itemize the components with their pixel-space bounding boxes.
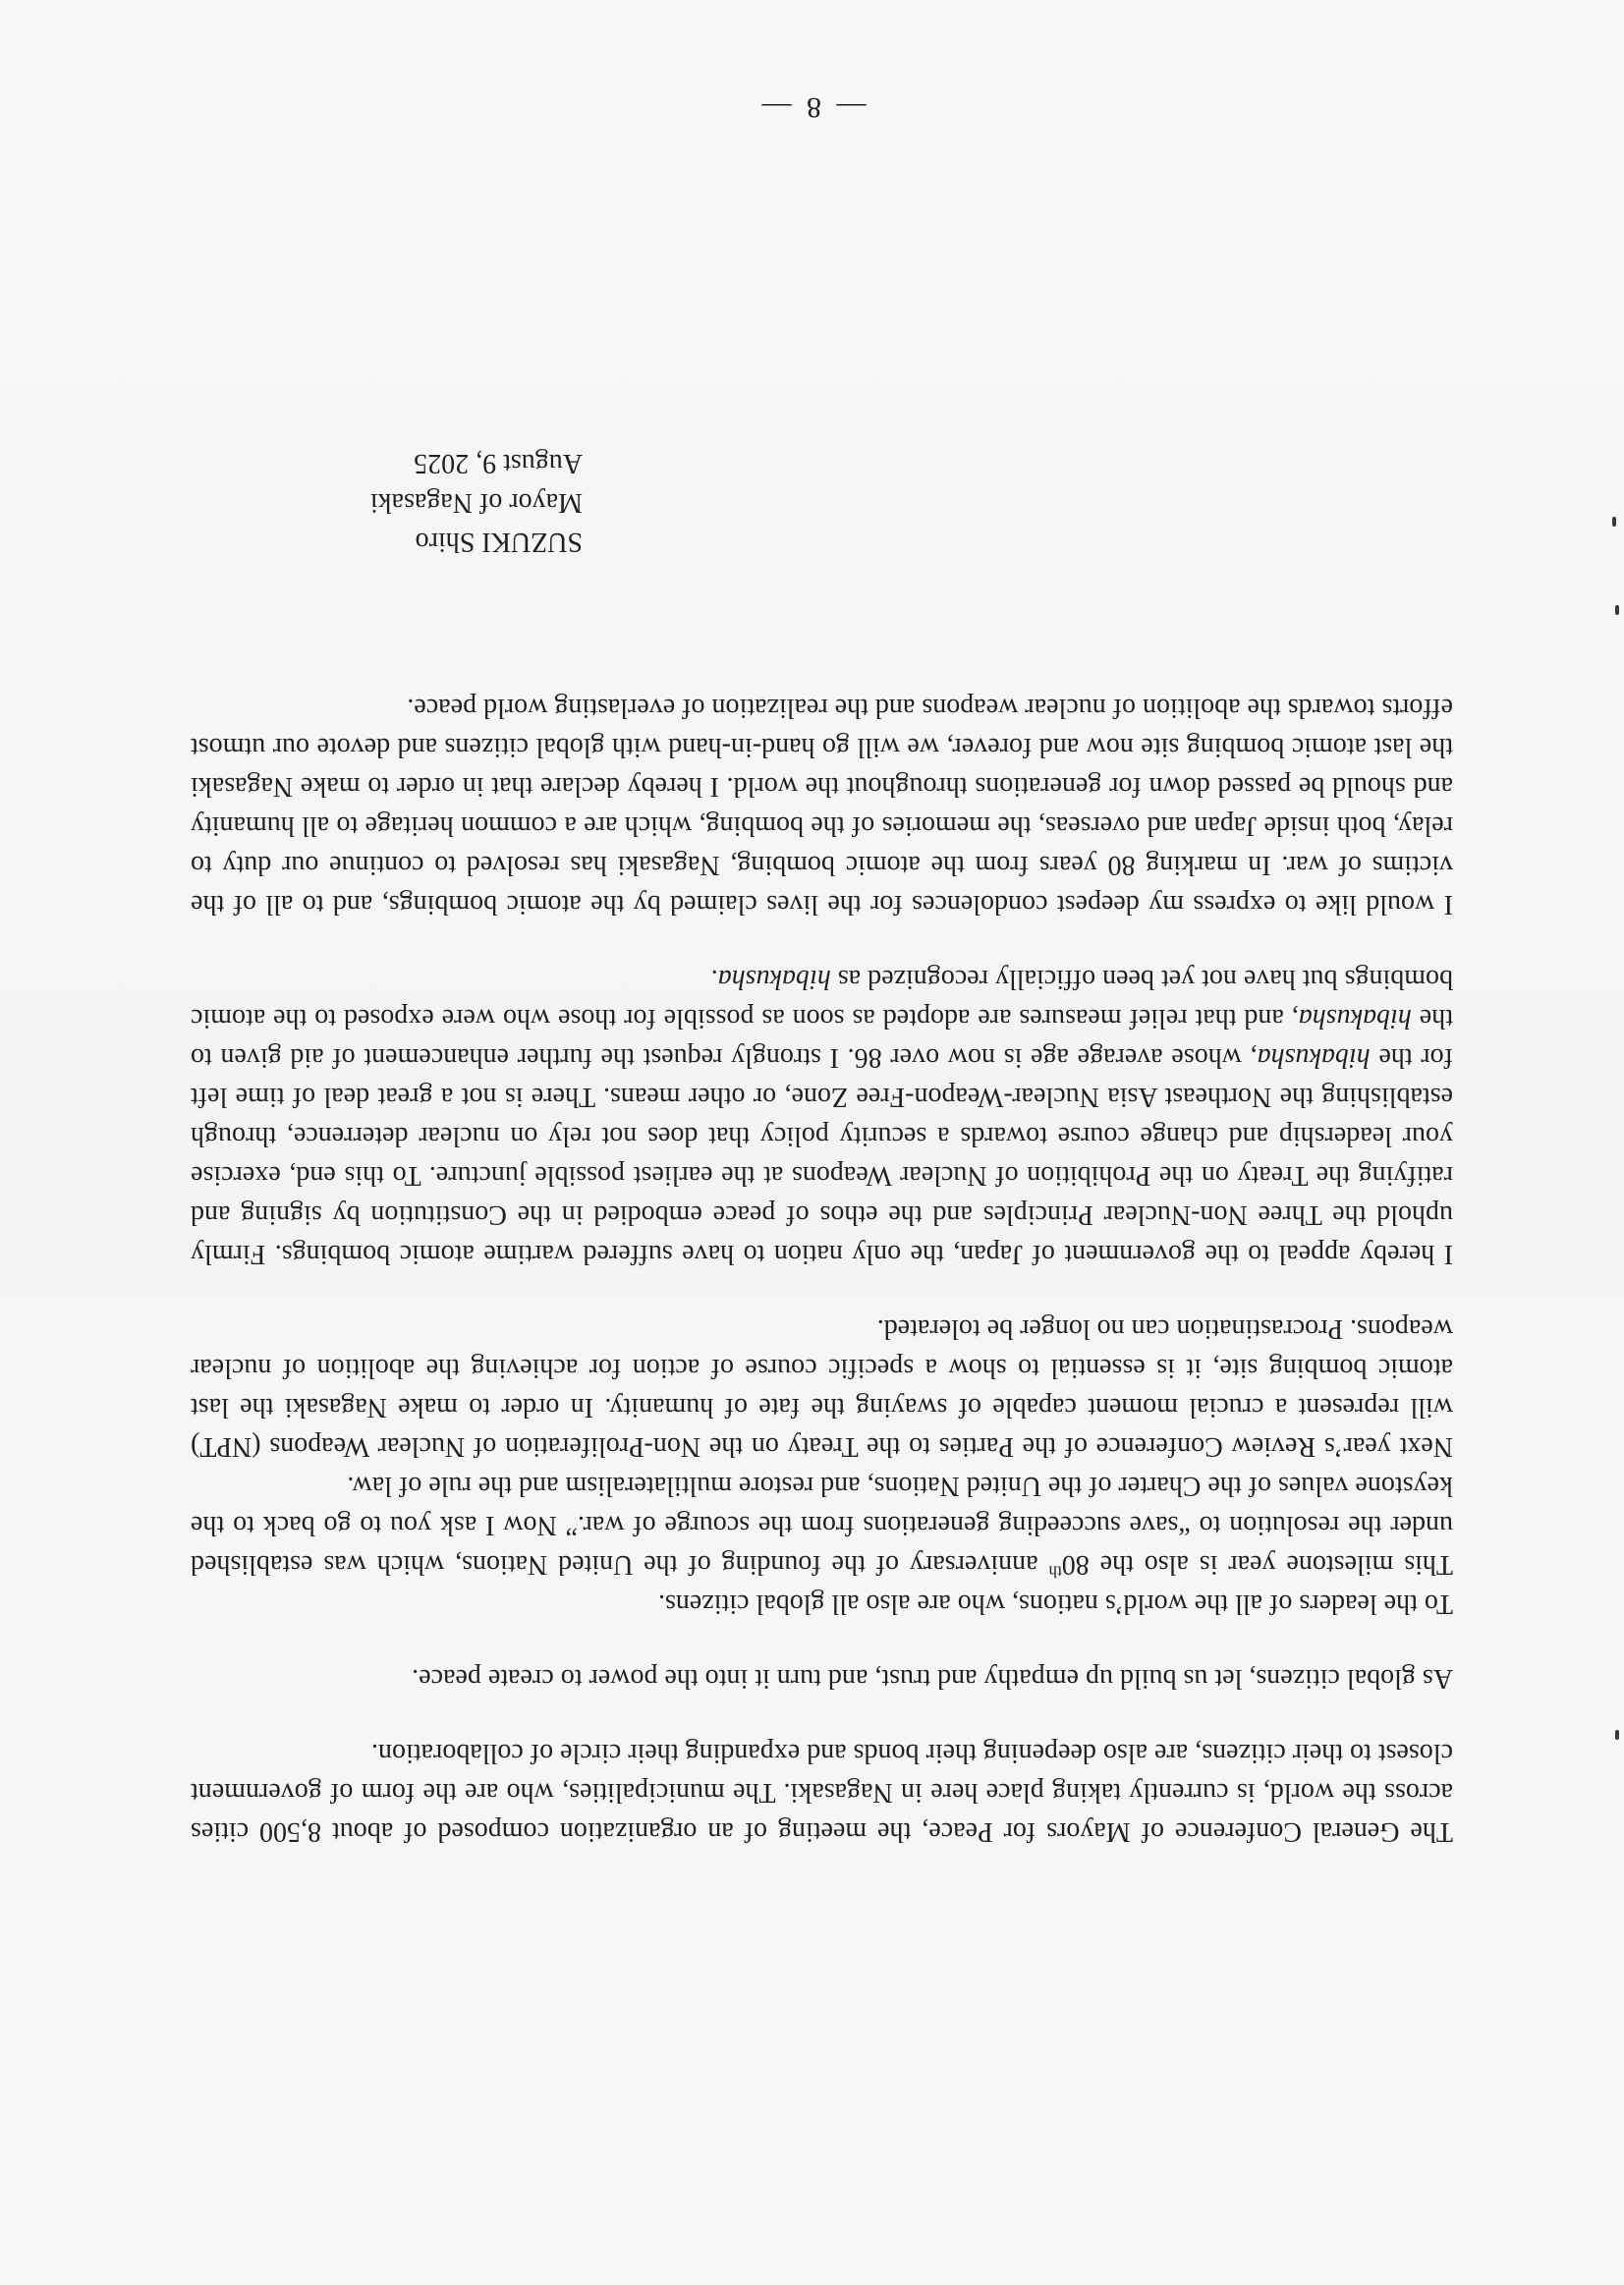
italic-term: hibakusha [1257,1042,1371,1073]
text-run: The General Conference of Mayors for Peace, the meeting of an organization composed of about 8,500 cities across the world, is currently taking place here in Nagasaki. The municipalities, who are the form of government closest to their citizens, are also deepening their bonds and expanding their circle of collaboration. [191,1738,1453,1847]
text-run: I hereby appeal to the government of Japan, the only nation to have suffered wartime atomic bombings. Firmly uphold the Three Non-Nuclear Principles and the ethos of peace embodied in the Constitution by signing and ratifying the Treaty on the Prohibition of Nuclear Weapons at the earliest possible juncture. To this end, exercise your leadership and change course towards a security policy that does not rely on nuclear deterrence, through establishing the Northeast Asia Nuclear-Weapon-Free Zone, or other means. There is not a great deal of time left for the [191,1042,1453,1269]
text-run: I would like to express my deepest condolences for the lives claimed by the atomic bombings, and to all of the victims of war. [191,850,1453,920]
text-run: . [710,964,718,994]
signature-block [370,443,583,561]
italic-term: hibakusha [717,964,831,994]
signatory-title: Mayor of Nagasaki [369,487,583,518]
text-run: , whose average age is now over 86. I strongly request the further enhancement of aid given to the [191,1003,1453,1073]
text-run: anniversary of the founding of the United Nations, which was established under the resolution to “save succeeding generations from the scourge of war.” Now I ask you to go back to the keystone values of the Charter of the United Nations, and restore multilateralism and the rule of law. [191,1471,1453,1580]
declaration-date: August 9, 2025 [414,448,583,478]
page-number: — 8 — [757,91,867,124]
paragraph-world-leaders-address [191,1584,1453,1623]
paragraph-global-citizens [191,1658,1453,1698]
paragraph-united-nations [191,1466,1453,1584]
binding-mark [1615,1730,1619,1740]
text-run: To the leaders of all the world’s nations, who are also all global citizens. [657,1588,1453,1619]
paragraph-npt-review [191,1309,1453,1466]
binding-mark [1612,517,1616,527]
text-run: This milestone year is also the 80 [1061,1549,1453,1580]
body-text [191,688,1453,1851]
text-run: As global citizens, let us build up empathy and trust, and turn it into the power to create peace. [412,1663,1453,1694]
text-run: Next year’s Review Conference of the Parties to the Treaty on the Non-Proliferation of Nuclear Weapons (NPT) will represent a crucial moment capable of swaying the fate of humanity. In order to make Nagasaki the last atomic bombing site, it is essential to show a specific course of action for achieving the abolition of nuclear weapons. Procrastination can no longer be tolerated. [191,1313,1453,1462]
paragraph-mayors-conference [191,1733,1453,1851]
paragraph-condolences-declaration [191,688,1453,923]
paragraph-appeal-japan [191,959,1453,1273]
ordinal-suffix: th [1048,1562,1062,1582]
text-run: In marking 80 years from the atomic bombing, Nagasaki has resolved to continue our duty to relay, both inside Japan and overseas, the memories of the bombing, which are a common heritage to all humanity and should be passed down for generations throughout the world. I hereby declare that in order to make Nagasaki the last atomic bombing site now and forever, we will go hand-in-hand with global citizens and devote our utmost efforts towards the abolition of nuclear weapons and the realization of everlasting world peace. [191,693,1453,880]
italic-term: hibakusha [1298,1003,1412,1033]
text-run: , and that relief measures are adopted as soon as possible for those who were exposed to the atomic bombings but have not yet been officially recognized as [191,964,1453,1033]
signatory-name: SUZUKI Shiro [415,527,583,557]
binding-mark [1615,605,1619,615]
